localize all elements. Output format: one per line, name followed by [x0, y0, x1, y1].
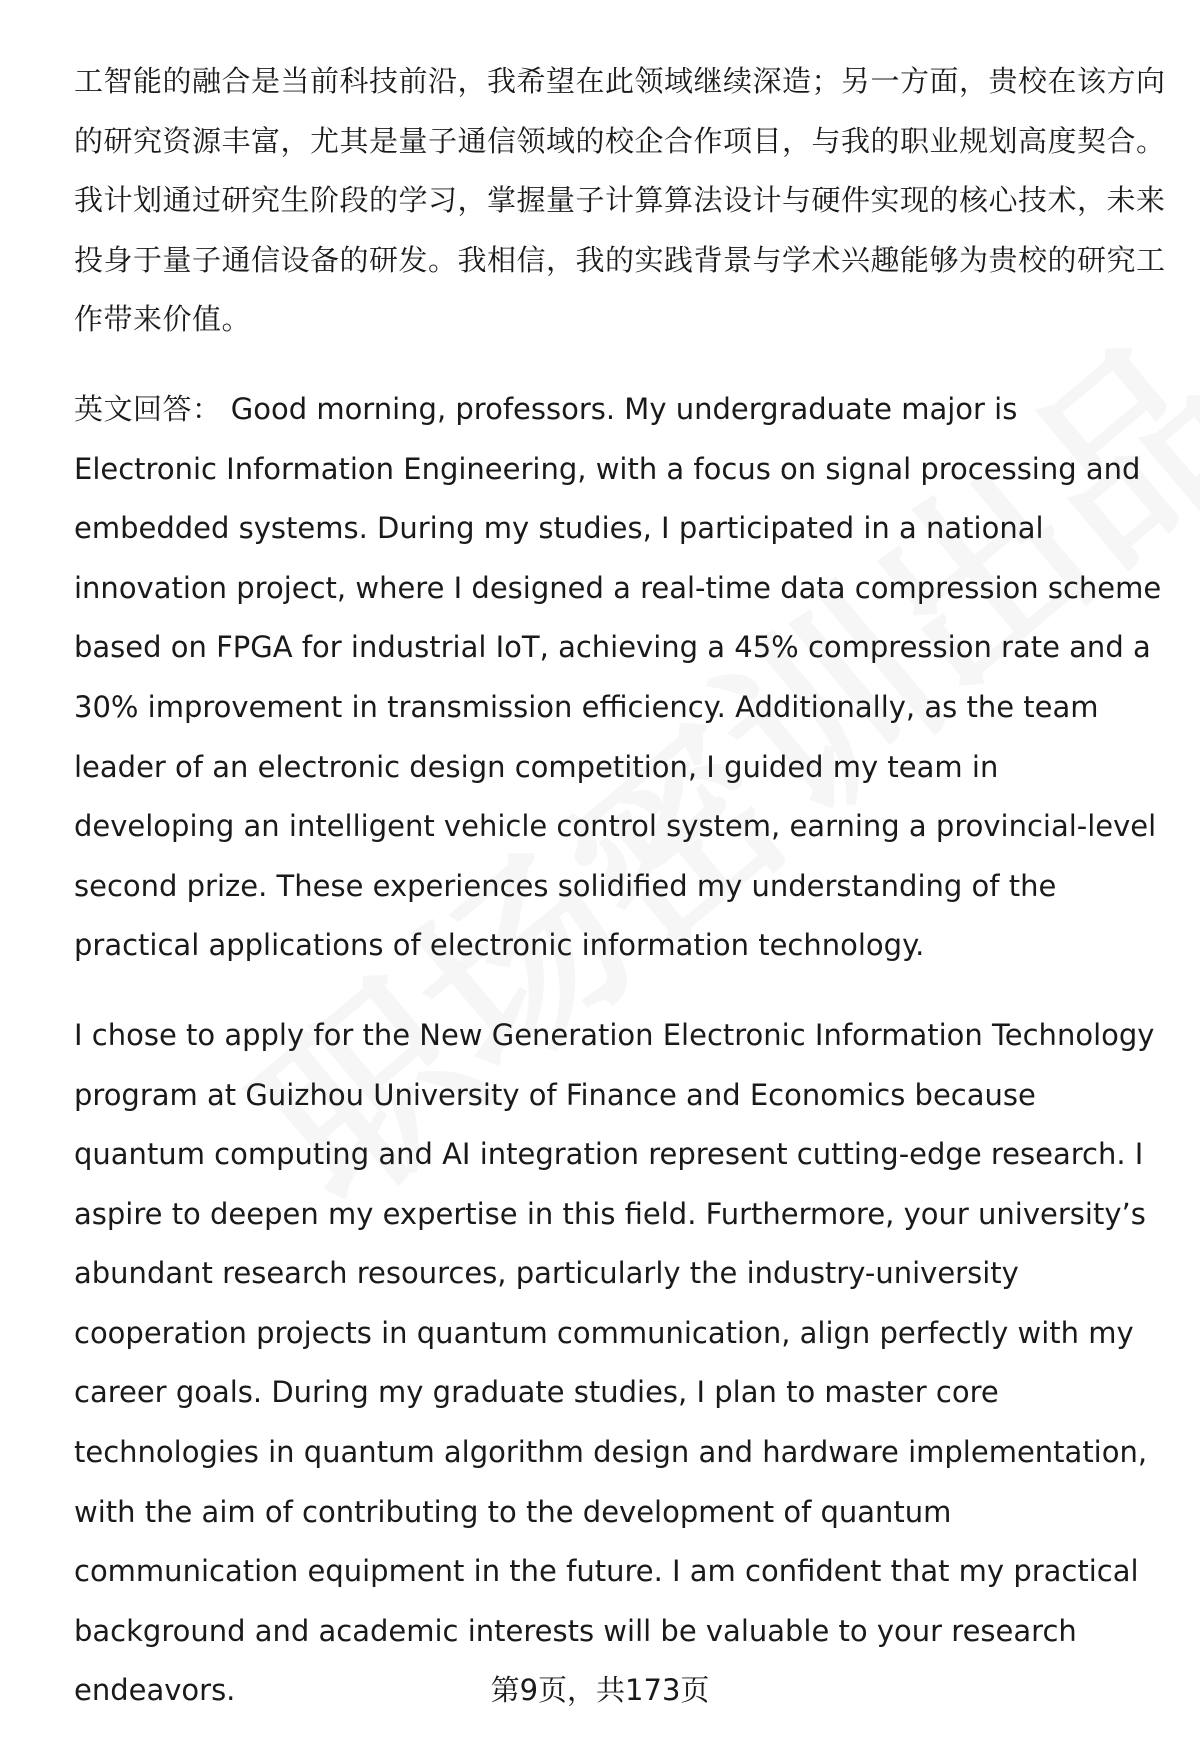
paragraph-english-1-text: Good morning, professors. My undergraduate major is Electronic Information Engineering, with a focus on signal processing and embedded systems. During my studies, I participated in a national innovation project, where I designed a real-time data compression scheme based on FPGA for industrial IoT, achieving a 45% compression rate and a 30% improvement in transmission efficiency. Additionally, as the team leader of an electronic design competition, I guided my team in developing an intelligent vehicle control system, earning a provincial-level second prize. These experiences solidified my understanding of the practical applications of electronic information technology. [74, 391, 1162, 963]
paragraph-chinese: 工智能的融合是当前科技前沿，我希望在此领域继续深造；另一方面，贵校在该方向的研究资源丰富，尤其是量子通信领域的校企合作项目，与我的职业规划高度契合。我计划通过研究生阶段的学习，掌握量子计算算法设计与硬件实现的核心技术，未来投身于量子通信设备的研发。我相信，我的实践背景与学术兴趣能够为贵校的研究工作带来价值。 [74, 64, 1166, 337]
paragraph-english-2: I chose to apply for the New Generation Electronic Information Technology program at Guizhou University of Finance and Economics because quantum computing and AI integration represent cutting-edge research. I aspire to deepen my expertise in this field. Furthermore, your university’s abundant research resources, particularly the industry-university cooperation projects in quantum communication, align perfectly with my career goals. During my graduate studies, I plan to master core technologies in quantum algorithm design and hardware implementation, with the aim of contributing to the development of quantum communication equipment in the future. I am confident that my practical background and academic interests will be valuable to your research endeavors. [74, 1017, 1155, 1708]
document-body [74, 52, 1166, 1721]
page-number: 第9页，共173页 [490, 1673, 710, 1707]
paragraph-english-1 [74, 380, 1166, 976]
english-answer-label: 英文回答： [74, 391, 222, 426]
